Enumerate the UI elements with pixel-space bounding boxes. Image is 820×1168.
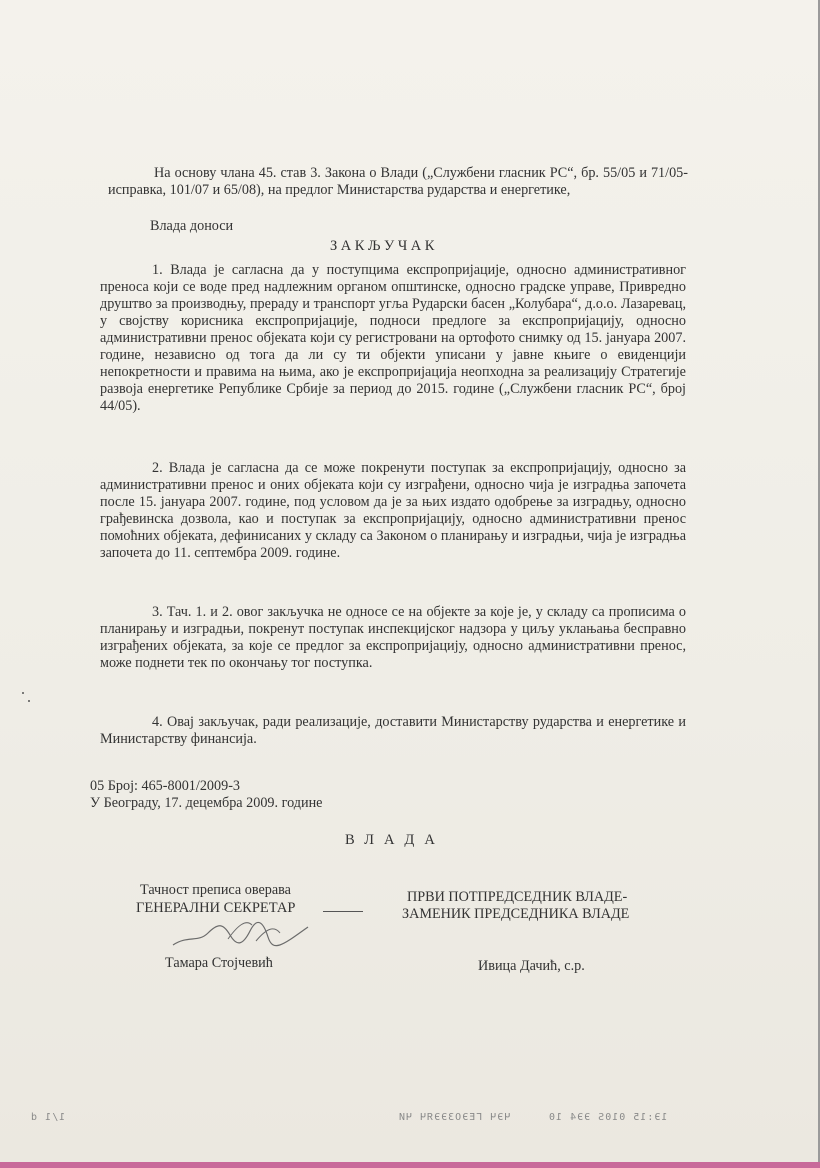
document-title: ЗАКЉУЧАК <box>330 238 438 254</box>
fax-header-left: 1/1 d <box>30 1112 66 1123</box>
handwritten-signature <box>168 915 318 953</box>
deputy-title-line2: ЗАМЕНИК ПРЕДСЕДНИКА ВЛАДЕ <box>402 906 630 922</box>
paragraph-4: 4. Овај закључак, ради реализације, доставити Министарству рударства и енергетике и Министарству финансија. <box>100 714 686 747</box>
scan-speck <box>22 692 24 694</box>
paragraph-2: 2. Влада је сагласна да се може покренути поступак за експропријацију, односно за административни пренос и оних објеката који су изграђени, односно чија је изградња започета после 15. јануара 2007. године, под условом да је за њих издато одобрење за изградњу, односно грађевинска дозвола, као и поступак за експропријацију, односно административни пренос помоћних објеката, дефинисаних у складу са Законом о планирању и изградњи, чија је изградња започета до 11. септембра 2009. године. <box>100 460 686 561</box>
secretary-name: Тамара Стојчевић <box>165 955 273 971</box>
scan-speck <box>28 700 30 702</box>
paragraph-1: 1. Влада је сагласна да у поступцима експропријације, односно административног преноса који се воде пред надлежним органом општинске, односно градске управе, Привредно друштво за производњу, прераду и транспорт угља Рударски басен „Колубара“, д.о.о. Лазаревац, у својству корисника експропријације, подноси предлоге за експропријацију, односно административни пренос објеката који су регистровани на ортофото снимку од 15. јануара 2007. године, независно од тога да ли су ти објекти уписани у јавне књиге о евиденцији непокретности и правима на њима, ако је експропријација неопходна за реализацију Стратегије развоја енергетике Републике Србије за период до 2015. године („Службени гласник РС“, број 44/05). <box>100 262 686 414</box>
place-date: У Београду, 17. децембра 2009. године <box>90 795 323 811</box>
deputy-title-line1: ПРВИ ПОТПРЕДСЕДНИК ВЛАДЕ- <box>407 889 628 905</box>
certification-label: Тачност преписа оверава <box>140 882 291 898</box>
government-heading: ВЛАДА <box>345 832 445 848</box>
deputy-name: Ивица Дачић, с.р. <box>478 958 585 974</box>
paragraph-3: 3. Тач. 1. и 2. овог закључка не односе се на објекте за које је, у складу са прописима о планирању и изградњи, покренут поступак инспекцијског надзора у циљу уклањања бесправно изграђених објеката, за које се предлог за експропријацију, односно административни пренос, може поднети тек по окончању тог поступка. <box>100 604 686 671</box>
scan-bottom-band <box>0 1162 820 1168</box>
fax-header-right: 1Э:15 010S ЭЭ4 10 <box>548 1112 668 1123</box>
secretary-title: ГЕНЕРАЛНИ СЕКРЕТАР <box>136 900 296 916</box>
document-number: 05 Број: 465-8001/2009-3 <box>90 778 241 794</box>
government-adopts: Влада доноси <box>150 218 234 234</box>
intro-paragraph: На основу члана 45. став 3. Закона о Влади („Службени гласник РС“, бр. 55/05 и 71/05-исправка, 101/07 и 65/08), на предлог Министарства рударства и енергетике, <box>108 165 688 198</box>
fax-header-middle: ЧЭЧ ГЕЭОЗЭЭЯЧ ЧИ <box>398 1112 511 1123</box>
signature-dash <box>323 911 363 912</box>
